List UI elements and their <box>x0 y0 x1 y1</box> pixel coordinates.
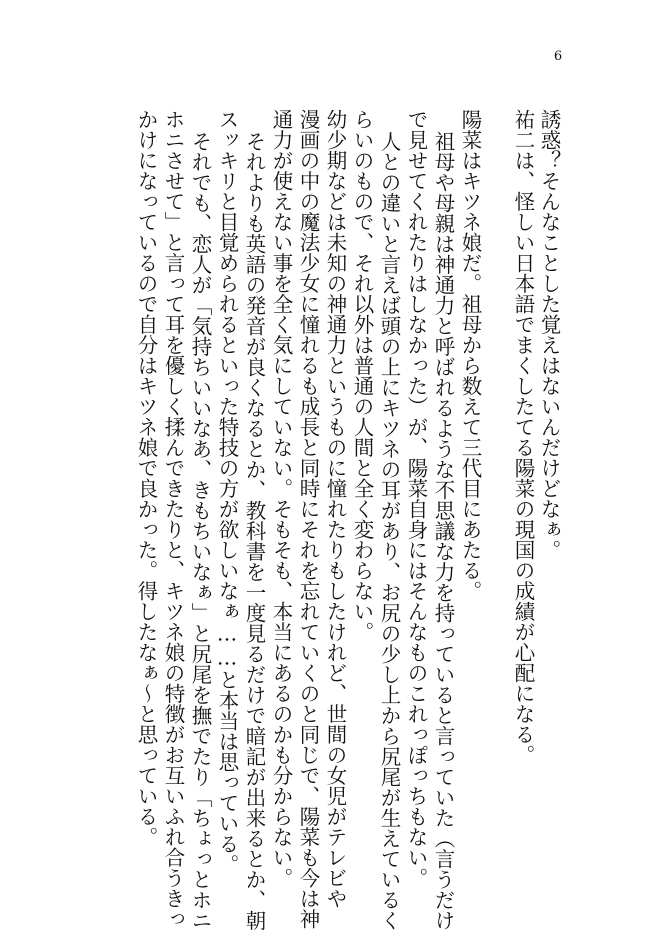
text-column-14: ホニさせて」と言って耳を優しく揉んできたりと、キツネ娘の特徴がお互いふれ合うきっ <box>161 109 185 929</box>
text-column-15: かけになっているので自分はキツネ娘で良かった。得したなぁ～と思っている。 <box>134 109 158 847</box>
text-column-12: スッキリと目覚められるといった特技の方が欲しいなぁ……と本当は思っている。 <box>215 109 239 875</box>
text-column-4: 祖母や母親は神通力と呼ばれるような不思議な力を持っていると言っていた（言うだけ <box>431 131 455 931</box>
text-column-9: 漫画の中の魔法少女に憧れるも成長と同時にそれを忘れていくのと同じで、陽菜も今は神 <box>296 109 320 929</box>
text-column-5: で見せてくれたりはしなかった）が、陽菜自身にはそんなものこれっぽっちもない。 <box>404 109 428 888</box>
text-column-2: 祐二は、怪しい日本語でまくしたてる陽菜の現国の成績が心配になる。 <box>511 109 535 765</box>
text-column-10: 通力が使えない事を全く気にしていない。そもそも、本当にあるのかも分からない。 <box>269 109 293 888</box>
text-column-11: それよりも英語の発音が良くなるとか、教科書を一度見るだけで暗記が出来るとか、朝 <box>242 131 266 931</box>
text-column-8: 幼少期などは未知の神通力というものに憧れたりもしたけれど、世間の女児がテレビや <box>323 109 347 909</box>
text-column-3: 陽菜はキツネ娘だ。祖母から数えて三代目にあたる。 <box>458 109 482 601</box>
text-column-13: それでも、恋人が「気持ちいいなあ、きもちいなぁ」と尻尾を撫でたり「ちょっとホニ <box>188 131 212 931</box>
page-number: 6 <box>553 49 563 64</box>
text-column-6: 人との違いと言えば頭の上にキツネの耳があり、お尻の少し上から尻尾が生えているく <box>377 131 401 931</box>
text-column-1: 誘惑？そんなことした覚えはないんだけどなぁ。 <box>537 109 561 560</box>
text-column-7: らいのもので、それ以外は普通の人間と全く変わらない。 <box>350 109 374 642</box>
